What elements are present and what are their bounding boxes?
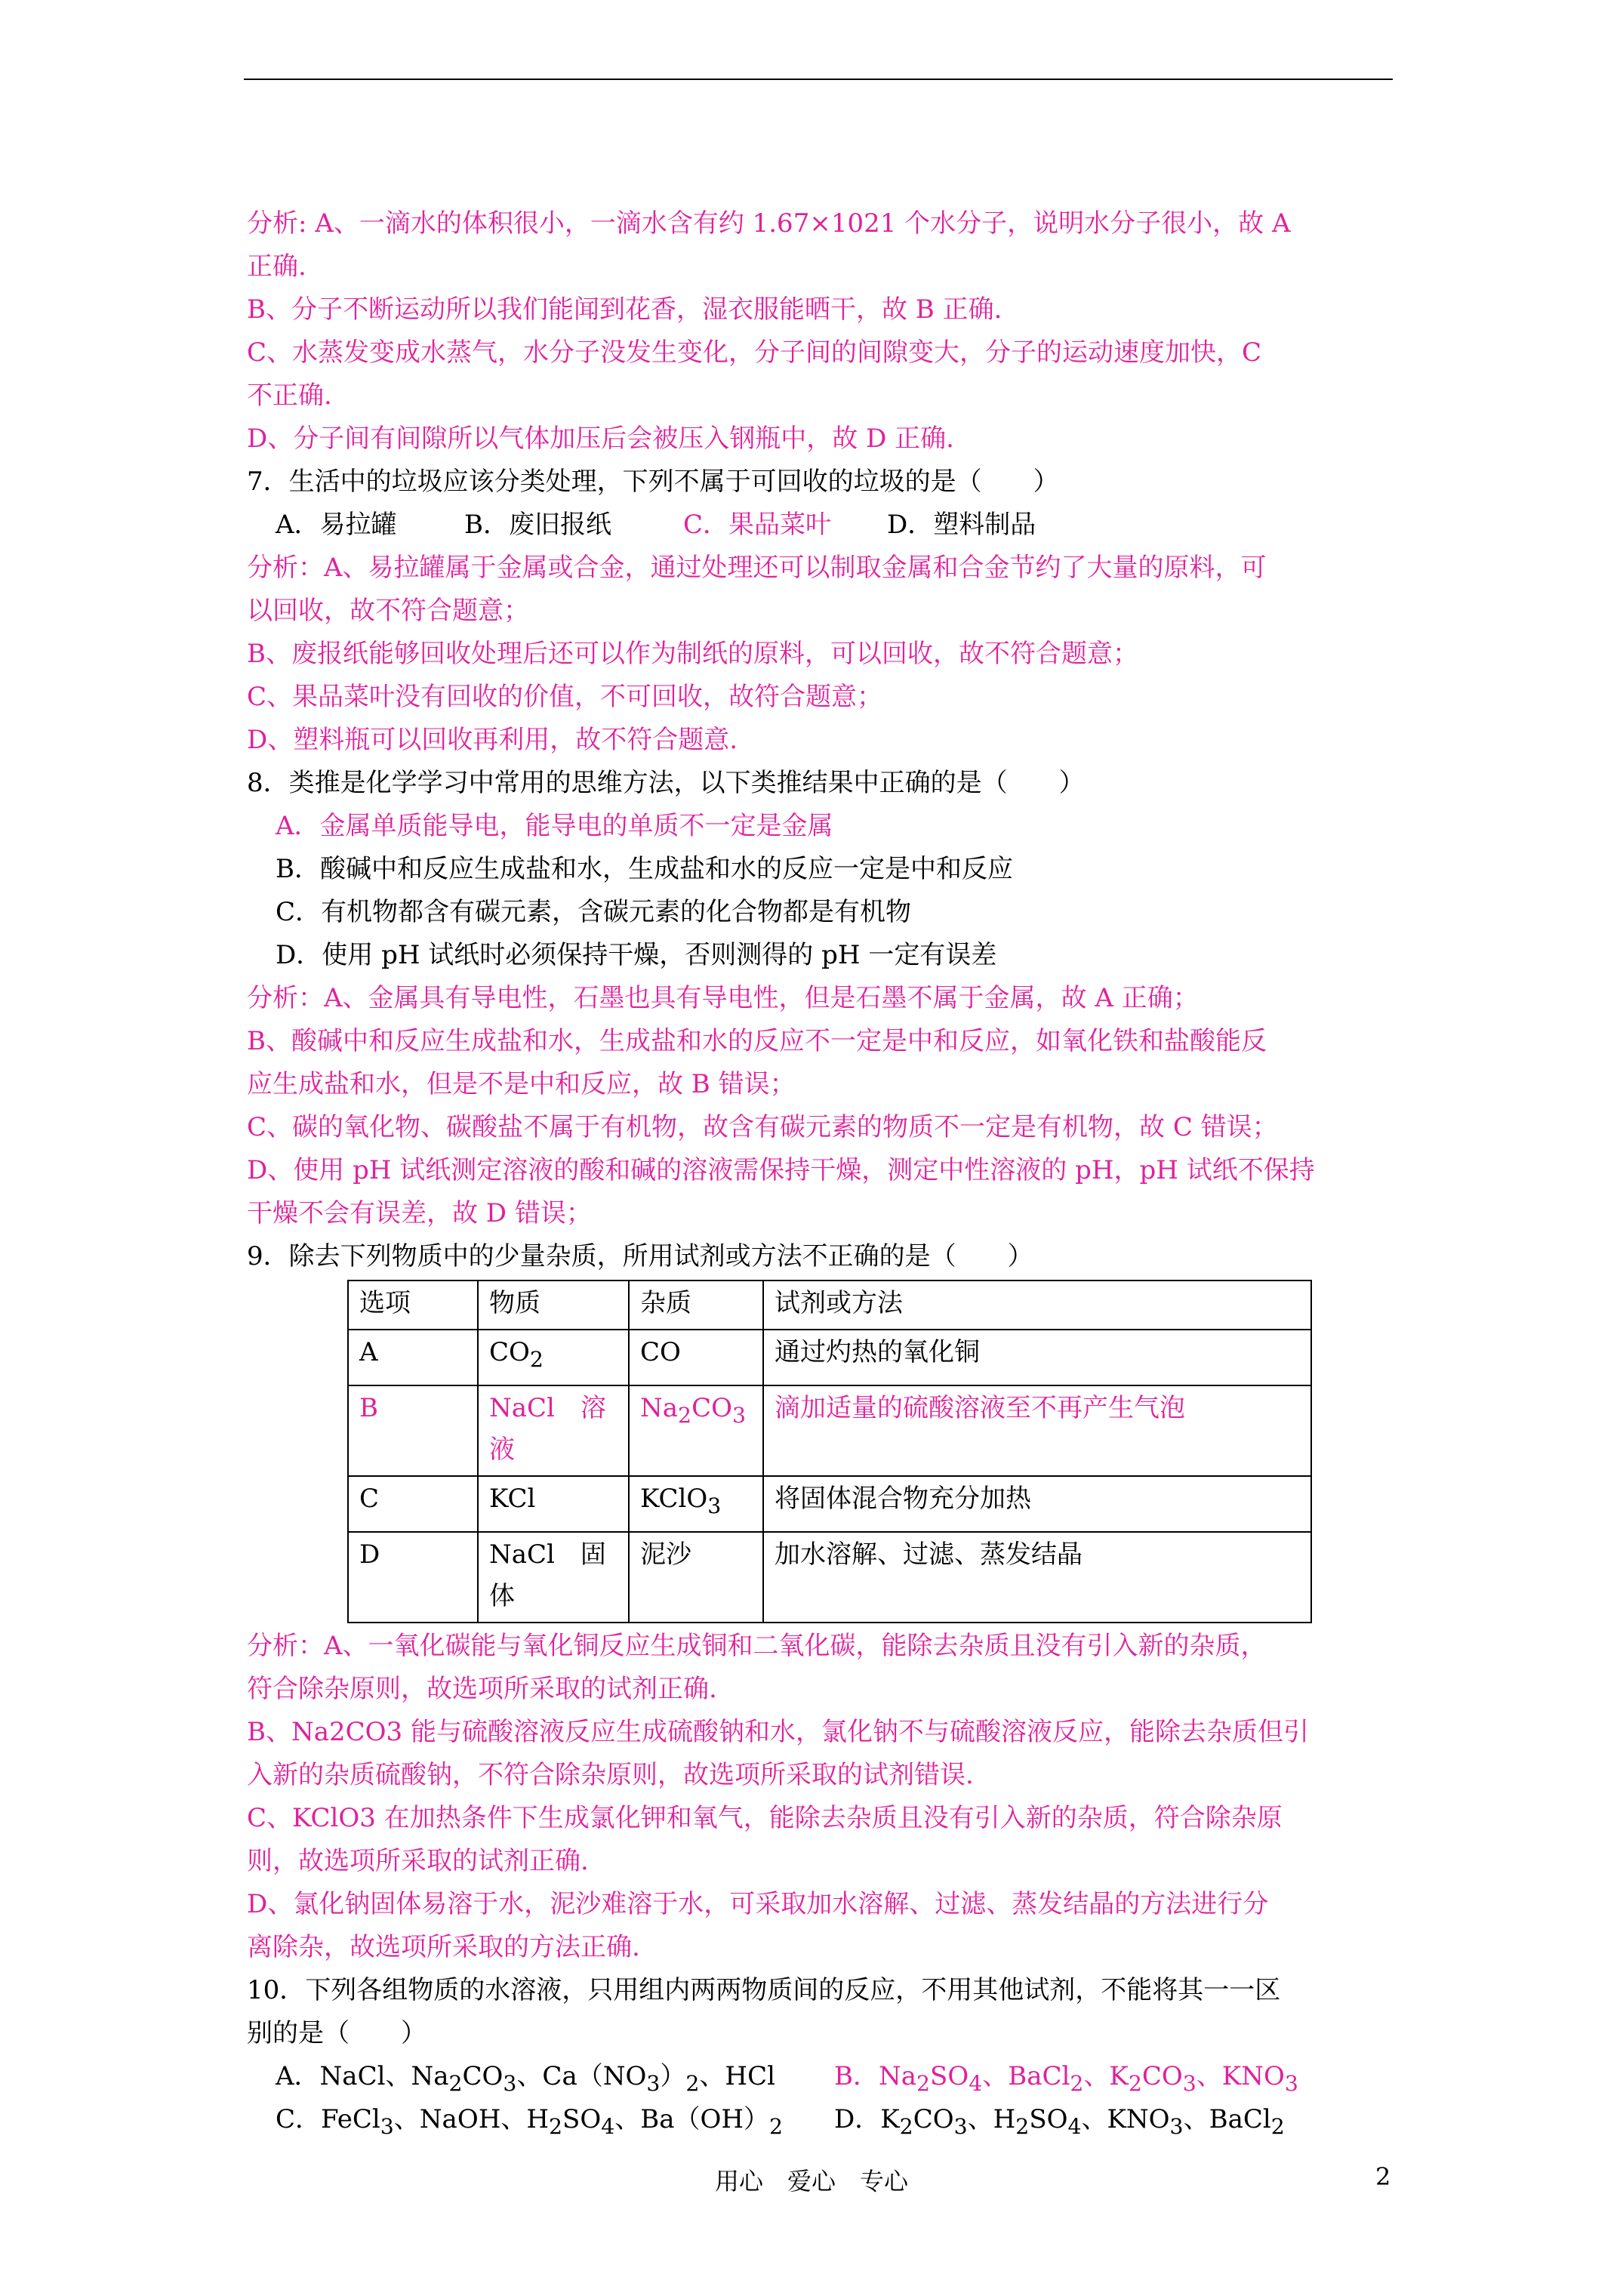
question-10-stem: 别的是（ ）	[247, 2017, 427, 2048]
option-c: C．FeCl$_3$、NaOH、$H_2SO_4$、$Ba(OH)_2$	[276, 2103, 784, 2139]
table-cell: CO	[629, 1330, 763, 1385]
analysis-line: C、碳的氧化物、碳酸盐不属于有机物，故含有碳元素的物质不一定是有机物，故 C 错误；	[247, 1112, 1278, 1142]
analysis-line: D、分子间有间隙所以气体加压后会被压入钢瓶中，故 D 正确.	[247, 424, 954, 454]
table-cell: NaCl 固体	[478, 1532, 629, 1623]
table-cell: 加水溶解、过滤、蒸发结晶	[763, 1532, 1311, 1623]
analysis-line: 应生成盐和水，但是不是中和反应，故 B 错误；	[247, 1069, 796, 1099]
table-cell: 滴加适量的硫酸溶液至不再产生气泡	[763, 1385, 1311, 1476]
analysis-line: 分析：A、一氧化碳能与氧化铜反应生成铜和二氧化碳，能除去杂质且没有引入新的杂质，	[247, 1630, 1267, 1661]
option-a: A．NaCl、$Na_2CO_3$、$Ca(NO_3)_2$、HCl	[276, 2060, 775, 2096]
analysis-line: B、酸碱中和反应生成盐和水，生成盐和水的反应不一定是中和反应，如氧化铁和盐酸能反	[247, 1026, 1267, 1056]
table-cell: 将固体混合物充分加热	[763, 1476, 1311, 1532]
option-a: A．金属单质能导电，能导电的单质不一定是金属	[276, 811, 833, 841]
table-header-cell: 试剂或方法	[763, 1281, 1311, 1330]
option-c: C．果品菜叶	[683, 510, 832, 540]
question-10-options-row	[247, 2098, 1394, 2141]
option-d: D．$K_2CO_3$、$H_2SO_4$、$KNO_3$、BaCl$_2$	[834, 2103, 1285, 2139]
analysis-line: B、废报纸能够回收处理后还可以作为制纸的原料，可以回收，故不符合题意；	[247, 639, 1138, 669]
footer-motto: 用心 爱心 专心	[714, 2167, 908, 2196]
table-header-cell: 物质	[478, 1281, 629, 1330]
table-cell: $CO_2$	[478, 1330, 629, 1385]
analysis-line: 以回收，故不符合题意；	[247, 596, 529, 626]
table-row	[348, 1476, 1311, 1532]
table-cell: C	[348, 1476, 478, 1532]
header-rule	[244, 79, 1393, 80]
table-cell: NaCl 溶液	[478, 1385, 629, 1476]
table-cell: KCl	[478, 1476, 629, 1532]
table-cell: KClO$_3$	[629, 1476, 763, 1532]
question-10-options-row	[247, 2055, 1394, 2098]
table-row	[348, 1385, 1311, 1476]
analysis-line: 离除杂，故选项所采取的方法正确.	[247, 1931, 640, 1962]
table-header-cell: 选项	[348, 1281, 478, 1330]
analysis-line: 干燥不会有误差，故 D 错误；	[247, 1198, 592, 1228]
analysis-line: C、果品菜叶没有回收的价值，不可回收，故符合题意；	[247, 682, 883, 712]
analysis-line: 分析: A、一滴水的体积很小，一滴水含有约 1.67×1021 个水分子，说明水分子很小，故 A	[247, 208, 1291, 239]
question-9-stem: 9．除去下列物质中的少量杂质，所用试剂或方法不正确的是（ ）	[247, 1241, 1033, 1271]
analysis-line: B、分子不断运动所以我们能闻到花香，湿衣服能晒干，故 B 正确.	[247, 294, 1002, 325]
analysis-line: D、塑料瓶可以回收再利用，故不符合题意.	[247, 725, 738, 755]
option-b: B．$Na_2SO_4$、BaCl$_2$、$K_2CO_3$、$KNO_3$	[834, 2060, 1298, 2096]
analysis-line: 入新的杂质硫酸钠，不符合除杂原则，故选项所采取的试剂错误.	[247, 1759, 974, 1790]
table-cell: 通过灼热的氧化铜	[763, 1330, 1311, 1385]
analysis-line: D、使用 pH 试纸测定溶液的酸和碱的溶液需保持干燥，测定中性溶液的 pH，pH 试纸不保持	[247, 1155, 1315, 1185]
question-10-stem: 10．下列各组物质的水溶液，只用组内两两物质间的反应，不用其他试剂，不能将其一一区	[247, 1974, 1281, 2005]
page-number: 2	[1375, 2162, 1391, 2191]
impurity-table	[347, 1280, 1312, 1623]
table-header-row	[348, 1281, 1311, 1330]
analysis-line: B、Na2CO3 能与硫酸溶液反应生成硫酸钠和水，氯化钠不与硫酸溶液反应，能除去杂质但引	[247, 1716, 1309, 1747]
question-8-stem: 8．类推是化学学习中常用的思维方法，以下类推结果中正确的是（ ）	[247, 768, 1085, 798]
analysis-line: 不正确.	[247, 381, 332, 411]
analysis-line: 符合除杂原则，故选项所采取的试剂正确.	[247, 1673, 717, 1704]
analysis-line: C、水蒸发变成水蒸气，水分子没发生变化，分子间的间隙变大，分子的运动速度加快，C	[247, 337, 1262, 368]
table-cell: A	[348, 1330, 478, 1385]
table-cell: 泥沙	[629, 1532, 763, 1623]
table-row	[348, 1532, 1311, 1623]
page-content	[247, 202, 1394, 2141]
question-7-stem: 7．生活中的垃圾应该分类处理，下列不属于可回收的垃圾的是（ ）	[247, 467, 1059, 497]
table-cell: D	[348, 1532, 478, 1623]
table-cell: B	[348, 1385, 478, 1476]
option-a: A．易拉罐	[276, 510, 397, 540]
question-7-options	[247, 504, 1394, 547]
option-d: D．塑料制品	[887, 510, 1036, 540]
option-b: B．废旧报纸	[464, 510, 611, 540]
analysis-line: 正确.	[247, 251, 306, 282]
analysis-line: 分析：A、易拉罐属于金属或合金，通过处理还可以制取金属和合金节约了大量的原料，可	[247, 553, 1267, 583]
table-row	[348, 1330, 1311, 1385]
table-cell: $Na_2CO_3$	[629, 1385, 763, 1476]
table-header-cell: 杂质	[629, 1281, 763, 1330]
analysis-line: 则，故选项所采取的试剂正确.	[247, 1845, 589, 1876]
option-d: D．使用 pH 试纸时必须保持干燥，否则测得的 pH 一定有误差	[276, 940, 997, 970]
analysis-line: 分析：A、金属具有导电性，石墨也具有导电性，但是石墨不属于金属，故 A 正确；	[247, 983, 1199, 1013]
option-b: B．酸碱中和反应生成盐和水，生成盐和水的反应一定是中和反应	[276, 854, 1013, 884]
analysis-line: D、氯化钠固体易溶于水，泥沙难溶于水，可采取加水溶解、过滤、蒸发结晶的方法进行分	[247, 1888, 1269, 1919]
analysis-line: C、KClO3 在加热条件下生成氯化钾和氧气，能除去杂质且没有引入新的杂质，符合除杂原	[247, 1802, 1283, 1833]
option-c: C．有机物都含有碳元素，含碳元素的化合物都是有机物	[276, 897, 912, 927]
